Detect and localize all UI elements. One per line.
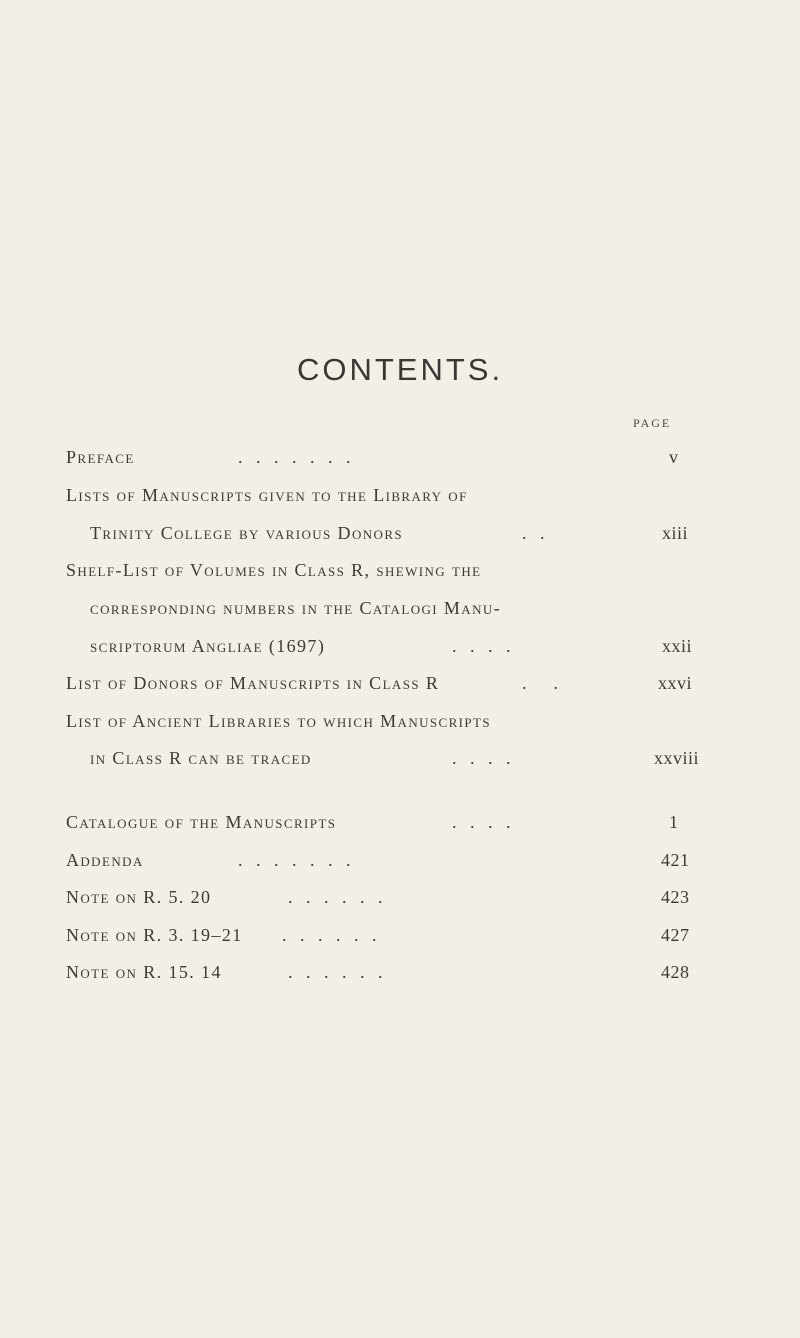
- toc-entry-ancient-libraries-cont: [0, 748, 800, 778]
- toc-entry-lists-of-manuscripts-cont: [0, 523, 800, 553]
- toc-entry-addenda: [0, 850, 800, 880]
- toc-page-number: xxii: [662, 636, 693, 656]
- toc-page-number: 427: [661, 925, 690, 945]
- toc-entry-shelf-list: [0, 560, 800, 590]
- toc-entry-text: scriptorum Angliae (1697): [90, 636, 326, 656]
- toc-leader-dots: . . . . . .: [282, 925, 377, 945]
- toc-entry-ancient-libraries: [0, 711, 800, 741]
- page-column-label: PAGE: [633, 416, 672, 430]
- toc-leader-dots: . . . . . . .: [238, 850, 351, 870]
- toc-page-number: 428: [661, 962, 690, 982]
- toc-leader-dots: . . . . . .: [288, 962, 383, 982]
- toc-page-number: xxvi: [658, 673, 693, 693]
- toc-entry-catalogue: [0, 812, 800, 842]
- toc-entry-text: Lists of Manuscripts given to the Library of: [66, 485, 468, 505]
- toc-page-number: v: [669, 447, 679, 467]
- toc-entry-shelf-list-cont: [0, 598, 800, 628]
- toc-entry-note-r-3-19-21: [0, 925, 800, 955]
- toc-leader-dots: . . . . . .: [288, 887, 383, 907]
- toc-page-number: xxviii: [654, 748, 700, 768]
- toc-leader-dots: . .: [522, 523, 545, 543]
- toc-leader-dots: . .: [522, 673, 558, 693]
- toc-leader-dots: . . . . . . .: [238, 447, 351, 467]
- toc-entry-text: Note on R. 3. 19–21: [66, 925, 243, 945]
- toc-entry-text: Shelf-List of Volumes in Class R, shewing the: [66, 560, 482, 580]
- toc-entry-text: Note on R. 15. 14: [66, 962, 222, 982]
- toc-page-number: 421: [661, 850, 690, 870]
- page-title: CONTENTS.: [296, 352, 504, 387]
- toc-page-number: 1: [669, 812, 679, 832]
- toc-entry-text: Addenda: [66, 850, 144, 870]
- toc-entry-text: corresponding numbers in the Catalogi Manu-: [90, 598, 502, 618]
- toc-entry-note-r-5-20: [0, 887, 800, 917]
- toc-entry-shelf-list-cont: [0, 636, 800, 666]
- toc-entry-note-r-15-14: [0, 962, 800, 992]
- toc-entry-text: Note on R. 5. 20: [66, 887, 212, 907]
- toc-entry-lists-of-manuscripts: [0, 485, 800, 515]
- toc-entry-text: List of Donors of Manuscripts in Class R: [66, 673, 440, 693]
- toc-leader-dots: . . . .: [452, 812, 511, 832]
- toc-entry-preface: [0, 447, 800, 477]
- toc-entry-text: Catalogue of the Manuscripts: [66, 812, 337, 832]
- toc-entry-list-of-donors: [0, 673, 800, 703]
- toc-leader-dots: . . . .: [452, 748, 511, 768]
- toc-entry-text: in Class R can be traced: [90, 748, 312, 768]
- toc-page-number: xiii: [662, 523, 689, 543]
- toc-entry-text: List of Ancient Libraries to which Manuscripts: [66, 711, 492, 731]
- toc-leader-dots: . . . .: [452, 636, 511, 656]
- toc-page-number: 423: [661, 887, 690, 907]
- toc-entry-text: Preface: [66, 447, 135, 467]
- toc-entry-text: Trinity College by various Donors: [90, 523, 404, 543]
